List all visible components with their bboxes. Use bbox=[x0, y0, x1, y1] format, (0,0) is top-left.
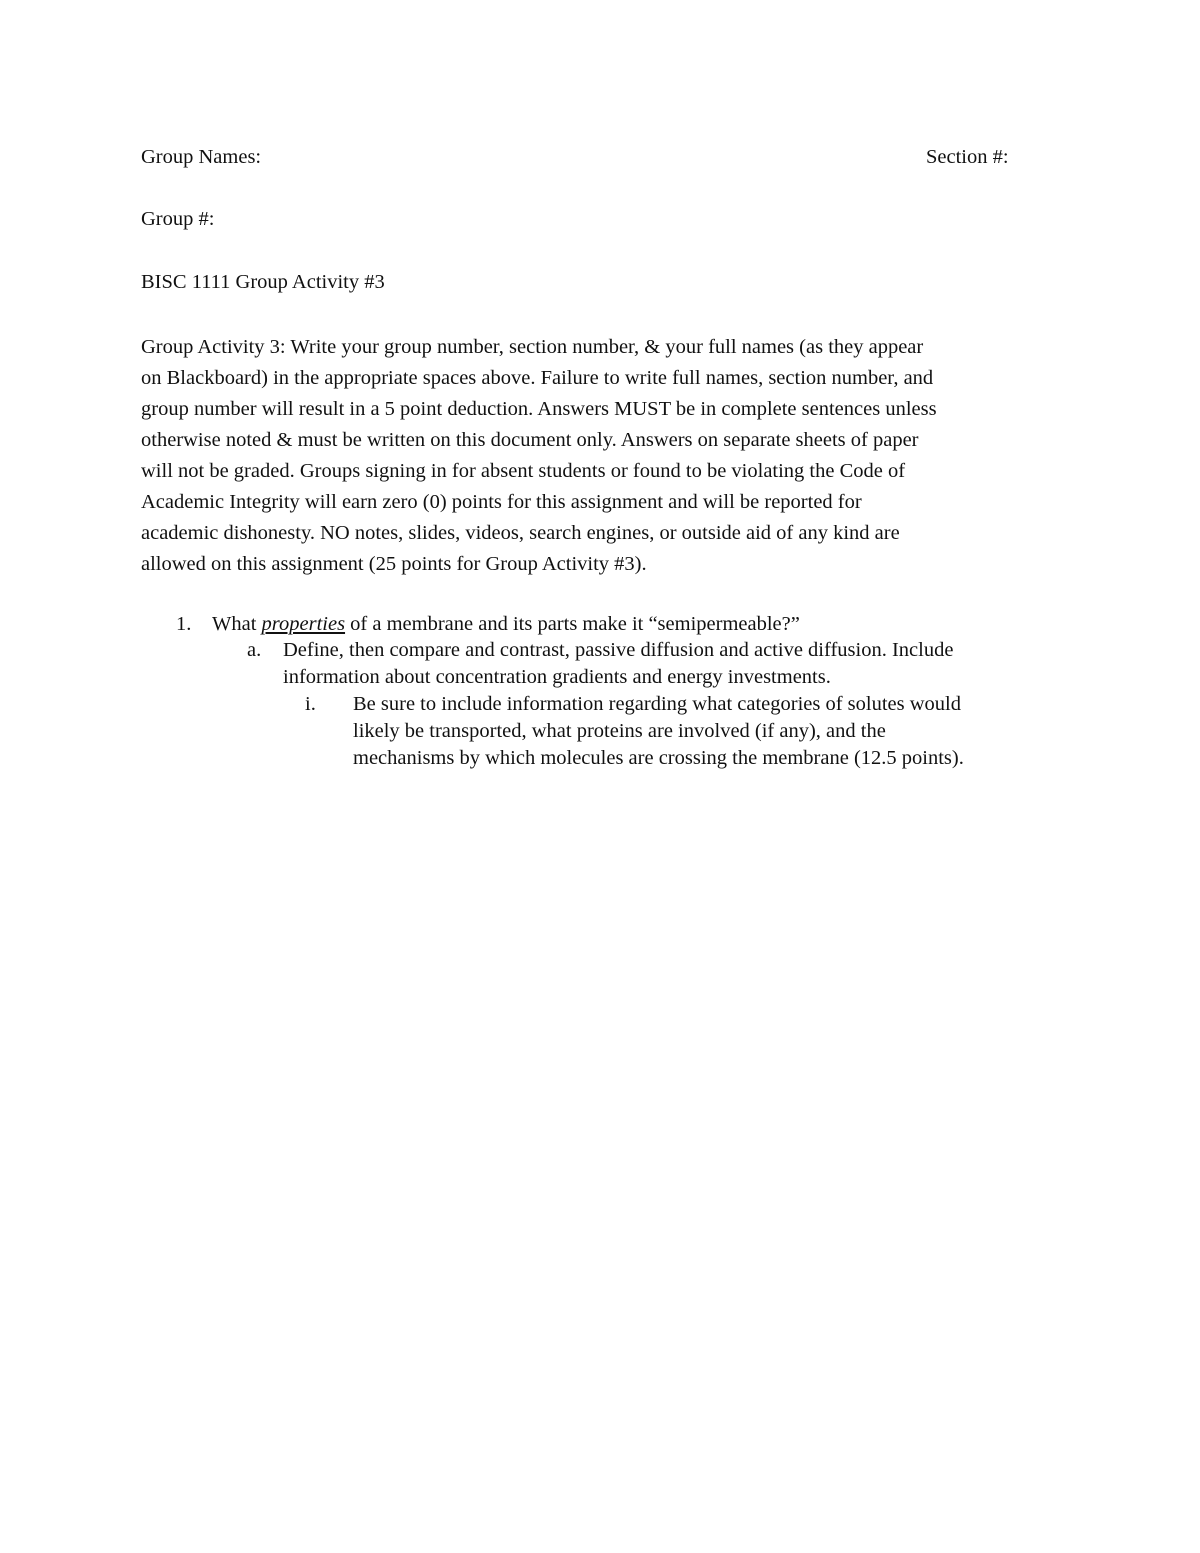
instructions-paragraph bbox=[141, 332, 1066, 580]
subquestion-a-line: Define, then compare and contrast, passive diffusion and active diffusion. Include bbox=[283, 639, 954, 661]
subquestion-i-line: Be sure to include information regarding what categories of solutes would bbox=[353, 693, 962, 715]
instructions-line: Academic Integrity will earn zero (0) points for this assignment and will be reported for bbox=[141, 491, 862, 513]
instructions-line: allowed on this assignment (25 points for Group Activity #3). bbox=[141, 553, 647, 575]
subquestion-i-text bbox=[353, 691, 964, 772]
question-1-suffix: of a membrane and its parts make it “semipermeable?” bbox=[345, 613, 800, 635]
question-1-prefix: What bbox=[212, 613, 262, 635]
subquestion-a-marker: a. bbox=[247, 639, 262, 661]
instructions-line: on Blackboard) in the appropriate spaces above. Failure to write full names, section number, and bbox=[141, 367, 934, 389]
section-label: Section #: bbox=[926, 146, 1009, 168]
instructions-line: group number will result in a 5 point deduction. Answers MUST be in complete sentences unless bbox=[141, 398, 937, 420]
question-1-text bbox=[212, 611, 800, 638]
subquestion-i-marker: i. bbox=[305, 693, 316, 715]
instructions-line: academic dishonesty. NO notes, slides, videos, search engines, or outside aid of any kind are bbox=[141, 522, 900, 544]
subquestion-a-text bbox=[283, 637, 953, 691]
document-title: BISC 1111 Group Activity #3 bbox=[141, 271, 385, 293]
group-number-label: Group #: bbox=[141, 208, 215, 230]
instructions-line: otherwise noted & must be written on this document only. Answers on separate sheets of paper bbox=[141, 429, 919, 451]
subquestion-i-line: mechanisms by which molecules are crossing the membrane (12.5 points). bbox=[353, 747, 964, 769]
subquestion-i-line: likely be transported, what proteins are involved (if any), and the bbox=[353, 720, 886, 742]
question-1-emphasis: properties bbox=[261, 613, 346, 635]
subquestion-a-line: information about concentration gradients and energy investments. bbox=[283, 666, 831, 688]
question-1-marker: 1. bbox=[176, 613, 192, 635]
instructions-line: will not be graded. Groups signing in for absent students or found to be violating the Code of bbox=[141, 460, 906, 482]
group-names-label: Group Names: bbox=[141, 146, 262, 168]
instructions-line: Group Activity 3: Write your group number, section number, & your full names (as they appear bbox=[141, 336, 924, 358]
